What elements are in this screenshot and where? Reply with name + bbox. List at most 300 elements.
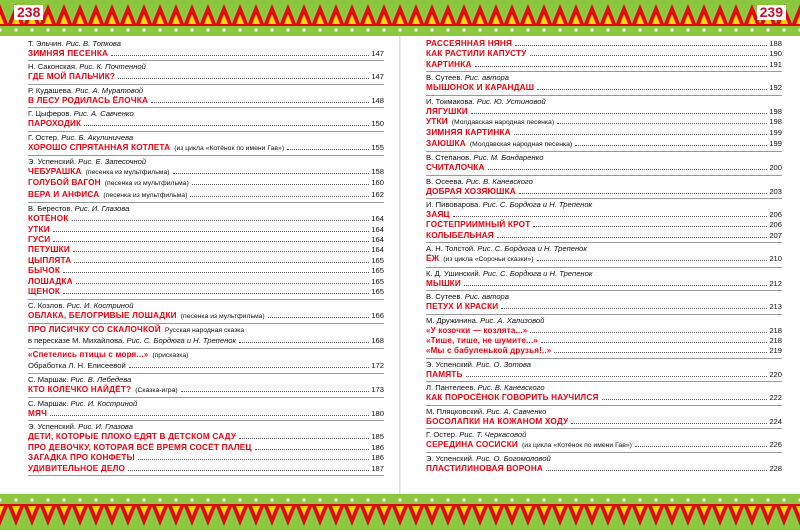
- dot-leader: [73, 251, 369, 252]
- dot-leader: [74, 262, 369, 263]
- dot-leader: [488, 169, 768, 170]
- author-name: Н. Саконская.: [28, 62, 78, 72]
- toc-section: [426, 429, 782, 453]
- illustrator-credit: Рис. О. Богомоловой: [476, 454, 551, 464]
- toc-entry[interactable]: [426, 440, 782, 451]
- toc-entry[interactable]: [28, 119, 384, 129]
- entry-page: 148: [371, 95, 384, 105]
- author-line: [28, 375, 384, 385]
- illustrator-credit: Рис. Ю. Устиновой: [476, 96, 546, 106]
- entry-title: ЗАГАДКА ПРО КОНФЕТЫ: [28, 453, 135, 463]
- toc-entry[interactable]: [28, 443, 384, 453]
- author-line: [28, 399, 384, 409]
- author-name: М. Дружинина.: [426, 315, 478, 325]
- toc-entry[interactable]: [28, 409, 384, 419]
- toc-entry[interactable]: [426, 210, 782, 220]
- entry-page: 218: [769, 335, 782, 345]
- toc-section: [28, 349, 384, 374]
- illustrator-credit: Рис. В. Каневского: [477, 383, 545, 393]
- author-line: [426, 407, 782, 417]
- toc-section: [28, 132, 384, 156]
- dot-leader: [50, 415, 369, 416]
- entry-page: 222: [769, 393, 782, 403]
- toc-entry[interactable]: [426, 60, 782, 70]
- entry-note: (из цикла «Сорочьи сказки»): [443, 256, 534, 264]
- entry-title: УТКИ: [426, 117, 448, 127]
- toc-entry[interactable]: [426, 302, 782, 312]
- toc-section: [28, 61, 384, 84]
- toc-entry[interactable]: [28, 190, 384, 201]
- entry-title: КТО КОЛЕЧКО НАЙДЁТ?: [28, 384, 132, 394]
- toc-entry[interactable]: [426, 107, 782, 117]
- toc-section: [426, 176, 782, 199]
- entry-title: ОБЛАКА, БЕЛОГРИВЫЕ ЛОШАДКИ: [28, 310, 177, 320]
- author-name: Г. Остер.: [28, 132, 60, 142]
- toc-entry[interactable]: [28, 277, 384, 287]
- illustrator-credit: Рис. С. Бордюга и Н. Трепенок: [477, 244, 587, 254]
- entry-title: ВЕРА И АНФИСА: [28, 189, 100, 199]
- illustrator-credit: Рис. В. Лебедева: [70, 374, 132, 384]
- entry-page: 162: [371, 189, 384, 199]
- toc-section: [28, 156, 384, 203]
- author-name: С. Маршак.: [28, 374, 69, 384]
- entry-title: ЁЖ: [426, 254, 440, 264]
- toc-entry[interactable]: [28, 143, 384, 154]
- illustrator-credit: Рис. И. Костриной: [70, 398, 138, 408]
- author-name: К. Д. Ушинский.: [426, 268, 481, 278]
- dot-leader: [53, 241, 369, 242]
- illustrator-credit: Рис. М. Бондаренко: [473, 153, 544, 163]
- entry-title: УДИВИТЕЛЬНОЕ ДЕЛО: [28, 463, 126, 473]
- illustrator-credit: Рис. С. Бордюга и Н. Трепенок: [482, 268, 593, 278]
- dot-leader: [464, 285, 767, 286]
- toc-entry[interactable]: [426, 117, 782, 128]
- dot-leader: [118, 78, 369, 79]
- illustrator-credit: Рис. С. Бордюга и Н. Трепенок: [126, 336, 237, 346]
- author-line: [426, 360, 782, 370]
- dot-leader: [530, 55, 768, 56]
- entry-page: 164: [371, 224, 384, 234]
- dot-leader: [138, 459, 370, 460]
- entry-page: 190: [769, 49, 782, 59]
- author-line: [426, 244, 782, 254]
- entry-page: 224: [769, 416, 782, 426]
- toc-section: [426, 406, 782, 429]
- dot-leader: [471, 113, 767, 114]
- illustrator-credit: Рис. И. Глазова: [78, 422, 133, 432]
- entry-title: ПЛАСТИЛИНОВАЯ ВОРОНА: [426, 464, 544, 474]
- entry-title: УТКИ: [28, 224, 50, 234]
- dot-leader: [557, 123, 767, 124]
- author-line: [426, 73, 782, 83]
- dot-leader: [255, 449, 370, 450]
- entry-title: ЛЯГУШКИ: [426, 106, 468, 116]
- toc-entry[interactable]: [28, 235, 384, 245]
- entry-note: (из цикла «Котёнок по имени Гав»): [174, 144, 285, 152]
- author-line: [426, 153, 782, 163]
- toc-section: [28, 85, 384, 108]
- dot-leader: [173, 173, 370, 174]
- dot-leader: [72, 220, 370, 221]
- entry-page: 192: [769, 83, 782, 93]
- entry-note: (присказка): [152, 351, 189, 359]
- toc-entry[interactable]: [28, 96, 384, 106]
- entry-page: 188: [769, 39, 782, 48]
- author-line: [426, 430, 782, 440]
- entry-title: РАССЕЯННАЯ НЯНЯ: [426, 39, 513, 48]
- toc-entry[interactable]: [28, 49, 384, 59]
- right-page-number: 239: [757, 5, 786, 20]
- entry-page: 150: [371, 119, 384, 129]
- toc-entry[interactable]: [426, 39, 782, 49]
- toc-entry[interactable]: [426, 49, 782, 59]
- entry-page: 165: [371, 255, 384, 265]
- author-name: В. Сутеев.: [426, 73, 463, 83]
- entry-title: СЕРЕДИНА СОСИСКИ: [426, 439, 518, 449]
- entry-title: ГДЕ МОЙ ПАЛЬЧИК?: [28, 72, 116, 82]
- entry-title: МЫШОНОК И КАРАНДАШ: [426, 83, 535, 93]
- toc-entry[interactable]: [28, 385, 384, 396]
- author-name: Э. Успенский.: [28, 422, 77, 432]
- entry-title: ЗИМНЯЯ КАРТИНКА: [426, 128, 511, 138]
- author-line: [28, 422, 384, 432]
- dot-leader: [575, 145, 767, 146]
- toc-entry[interactable]: [28, 325, 384, 336]
- author-line: [426, 269, 782, 279]
- entry-page: 164: [371, 245, 384, 255]
- entry-title: ХОРОШО СПРЯТАННАЯ КОТЛЕТА: [28, 142, 171, 152]
- dot-leader: [111, 55, 369, 56]
- dot-leader: [541, 342, 767, 343]
- toc-entry[interactable]: [28, 287, 384, 297]
- toc-entry[interactable]: [426, 163, 782, 173]
- entry-page: 206: [769, 220, 782, 230]
- toc-section: [28, 108, 384, 131]
- dot-leader: [239, 438, 369, 439]
- entry-note: (песенка из мультфильма): [104, 180, 189, 188]
- ornament-pattern: [0, 494, 800, 530]
- dot-leader: [546, 470, 767, 471]
- toc-section: [426, 72, 782, 95]
- entry-page: 226: [769, 439, 782, 449]
- entry-title: ГУСИ: [28, 235, 51, 245]
- entry-page: 220: [769, 369, 782, 379]
- author-name: В. Сутеев.: [426, 292, 463, 302]
- left-page-number: 238: [14, 5, 43, 20]
- author-name: Р. Кудашева.: [28, 85, 74, 95]
- entry-title: ПАМЯТЬ: [426, 369, 463, 379]
- entry-title: МЯЧ: [28, 408, 48, 418]
- author-name: С. Маршак.: [28, 398, 69, 408]
- entry-title: ПЕТУШКИ: [28, 245, 70, 255]
- dot-leader: [151, 102, 369, 103]
- author-name: Г. Остер.: [426, 429, 458, 439]
- author-name: Э. Успенский.: [426, 359, 475, 369]
- toc-section: [426, 38, 782, 72]
- entry-page: 166: [371, 310, 384, 320]
- toc-entry[interactable]: [28, 178, 384, 189]
- author-line: [28, 109, 384, 119]
- toc-entry[interactable]: [426, 220, 782, 230]
- toc-entry[interactable]: [426, 231, 782, 241]
- illustrator-credit: Рис. Т. Черкасовой: [459, 429, 527, 439]
- entry-page: 147: [371, 72, 384, 82]
- entry-page: 165: [371, 276, 384, 286]
- toc-entry[interactable]: [426, 370, 782, 380]
- entry-page: 199: [769, 138, 782, 148]
- entry-page: 191: [769, 59, 782, 69]
- dot-leader: [53, 231, 370, 232]
- dot-leader: [514, 134, 768, 135]
- illustrator-credit: Рис. В. Каневского: [465, 176, 533, 186]
- entry-title: «Тише, тише, не шумите...»: [426, 335, 538, 345]
- author-name: В. Берестов.: [28, 204, 73, 214]
- dot-leader: [76, 283, 370, 284]
- entry-note: (Сказка-игра): [135, 386, 178, 394]
- entry-note: (Молдавская народная песенка): [469, 140, 573, 148]
- dot-leader: [63, 293, 369, 294]
- toc-entry[interactable]: [28, 214, 384, 224]
- author-name: В. Степанов.: [426, 153, 472, 163]
- entry-title: СЧИТАЛОЧКА: [426, 163, 485, 173]
- toc-entry-continuation: [28, 361, 384, 371]
- author-line: [28, 157, 384, 167]
- toc-entry[interactable]: [426, 254, 782, 265]
- entry-title: ДЕТИ, КОТОРЫЕ ПЛОХО ЕДЯТ В ДЕТСКОМ САДУ: [28, 432, 237, 442]
- entry-title: КАРТИНКА: [426, 59, 472, 69]
- illustrator-credit: Рис. О. Зотова: [476, 359, 531, 369]
- toc-section: [28, 421, 384, 476]
- entry-page: 218: [769, 325, 782, 335]
- toc-entry[interactable]: [28, 350, 384, 361]
- entry-title: «Спетелись птицы с моря...»: [28, 349, 149, 359]
- entry-title: ПАРОХОДИК: [28, 119, 82, 129]
- toc-section: [426, 199, 782, 243]
- left-contents-column: [28, 38, 384, 476]
- toc-entry[interactable]: [426, 336, 782, 346]
- entry-page: 164: [371, 235, 384, 245]
- illustrator-credit: Рис. К. Почтенной: [79, 62, 146, 72]
- entry-title: ПРО ЛИСИЧКУ СО СКАЛОЧКОЙ: [28, 324, 161, 334]
- toc-entry[interactable]: [28, 453, 384, 463]
- toc-section: [426, 359, 782, 382]
- toc-entry[interactable]: [28, 311, 384, 322]
- illustrator-credit: Рис. автора: [464, 292, 510, 302]
- dot-leader: [554, 352, 767, 353]
- toc-section: [426, 382, 782, 405]
- entry-title: ЛОШАДКА: [28, 276, 73, 286]
- entry-page: 168: [371, 336, 384, 346]
- dot-leader: [466, 376, 768, 377]
- entry-page: 228: [769, 464, 782, 474]
- author-name: Т. Эльчин.: [28, 39, 64, 48]
- toc-section: [28, 38, 384, 61]
- author-line: [28, 133, 384, 143]
- author-name: В. Осеева.: [426, 176, 464, 186]
- dot-leader: [519, 193, 767, 194]
- ornament-pattern: [0, 0, 800, 36]
- entry-title: «Мы с бабуленькой друзья!..»: [426, 346, 552, 356]
- illustrator-credit: Рис. А. Савченко: [486, 406, 547, 416]
- entry-title: ГОЛУБОЙ ВАГОН: [28, 178, 101, 188]
- author-name: Э. Успенский.: [426, 454, 475, 464]
- toc-section: [426, 96, 782, 153]
- dot-leader: [287, 149, 369, 150]
- entry-page: 199: [769, 128, 782, 138]
- entry-title: БЫЧОК: [28, 266, 61, 276]
- illustrator-credit: Рис. В. Топкова: [65, 39, 121, 48]
- entry-page: 200: [769, 163, 782, 173]
- entry-page: 206: [769, 210, 782, 220]
- entry-page: 185: [371, 432, 384, 442]
- illustrator-credit: Рис. Б. Акулиничева: [61, 132, 134, 142]
- toc-entry[interactable]: [426, 464, 782, 474]
- entry-page: 173: [371, 384, 384, 394]
- toc-entry[interactable]: [426, 128, 782, 138]
- toc-section: [28, 398, 384, 421]
- author-line: [28, 39, 384, 49]
- entry-title: КАК ПОРОСЁНОК ГОВОРИТЬ НАУЧИЛСЯ: [426, 393, 599, 403]
- entry-title: ЩЕНОК: [28, 287, 61, 297]
- toc-entry[interactable]: [426, 346, 782, 356]
- illustrator-credit: Рис. И. Глазова: [74, 204, 130, 214]
- toc-entry[interactable]: [426, 417, 782, 427]
- entry-title: КОТЁНОК: [28, 214, 69, 224]
- dot-leader: [128, 470, 369, 471]
- illustrator-credit: Рис. А. Муратовой: [75, 85, 144, 95]
- entry-title: ПРО ДЕВОЧКУ, КОТОРАЯ ВСЁ ВРЕМЯ СОСЁТ ПАЛЕЦ: [28, 442, 252, 452]
- entry-title: ДОБРАЯ ХОЗЯЮШКА: [426, 186, 516, 196]
- right-contents-column: [426, 38, 782, 476]
- author-name: Г. Цыферов.: [28, 109, 72, 119]
- dot-leader: [533, 226, 767, 227]
- entry-page: 198: [769, 106, 782, 116]
- author-name: Л. Пантелеев.: [426, 383, 476, 393]
- toc-section: [28, 324, 384, 349]
- toc-section: [426, 291, 782, 314]
- dot-leader: [268, 317, 370, 318]
- entry-note: Русская народная сказка: [164, 326, 245, 334]
- author-line: [426, 97, 782, 107]
- toc-section: [28, 374, 384, 398]
- entry-note: (песенка из мультфильма): [180, 312, 265, 320]
- entry-page: 147: [371, 49, 384, 58]
- toc-entry[interactable]: [426, 139, 782, 150]
- illustrator-credit: Рис. А. Савченко: [73, 109, 134, 119]
- entry-title: ЗИМНЯЯ ПЕСЕНКА: [28, 49, 109, 58]
- entry-title: ЗАЮШКА: [426, 138, 466, 148]
- entry-title: «У козочки — козлята...»: [426, 325, 528, 335]
- entry-note: (Молдавская народная песенка): [451, 119, 555, 127]
- entry-page: 165: [371, 287, 384, 297]
- author-line: [426, 200, 782, 210]
- author-name: С. Козлов.: [28, 300, 65, 310]
- dot-leader: [63, 272, 369, 273]
- author-line: [426, 177, 782, 187]
- toc-entry-continuation: [28, 336, 384, 346]
- dot-leader: [475, 66, 768, 67]
- author-name: И. Пивоварова.: [426, 200, 481, 210]
- entry-title: В ЛЕСУ РОДИЛАСЬ ЁЛОЧКА: [28, 95, 149, 105]
- toc-entry[interactable]: [28, 464, 384, 474]
- entry-title: ГОСТЕПРИИМНЫЙ КРОТ: [426, 220, 531, 230]
- entry-page: 164: [371, 214, 384, 224]
- entry-page: 212: [769, 278, 782, 288]
- dot-leader: [239, 342, 369, 343]
- entry-title: ЧЕБУРАШКА: [28, 167, 82, 177]
- dot-leader: [530, 332, 767, 333]
- entry-page: 158: [371, 167, 384, 177]
- toc-section: [426, 315, 782, 359]
- toc-entry[interactable]: [28, 266, 384, 276]
- entry-page: 186: [371, 442, 384, 452]
- entry-title: БОСОЛАПКИ НА КОЖАНОМ ХОДУ: [426, 416, 569, 426]
- entry-page: 187: [371, 463, 384, 473]
- author-line: [28, 86, 384, 96]
- entry-title: ЗАЯЦ: [426, 210, 450, 220]
- toc-section: [426, 152, 782, 175]
- illustrator-credit: Рис. С. Бордюга и Н. Трепенок: [482, 200, 593, 210]
- entry-title: МЫШКИ: [426, 278, 461, 288]
- author-name: Обработка Л. Н. Елисеевой: [28, 361, 126, 371]
- toc-entry[interactable]: [426, 326, 782, 336]
- author-name: И. Токмакова.: [426, 96, 475, 106]
- illustrator-credit: Рис. Е. Запесочной: [78, 157, 147, 167]
- author-line: [28, 204, 384, 214]
- author-line: [426, 383, 782, 393]
- toc-entry[interactable]: [426, 393, 782, 403]
- illustrator-credit: Рис. И. Костриной: [66, 300, 134, 310]
- dot-leader: [537, 89, 767, 90]
- entry-page: 203: [769, 186, 782, 196]
- entry-title: ЦЫПЛЯТА: [28, 255, 72, 265]
- toc-entry[interactable]: [28, 225, 384, 235]
- author-name: Э. Успенский.: [28, 157, 77, 167]
- entry-note: (песенка из мультфильма): [103, 191, 188, 199]
- bottom-ornament-band: [0, 494, 800, 530]
- entry-page: 160: [371, 178, 384, 188]
- dot-leader: [181, 391, 370, 392]
- entry-note: (песенка из мультфильма): [85, 169, 170, 177]
- dot-leader: [515, 45, 767, 46]
- toc-entry[interactable]: [28, 72, 384, 82]
- toc-entry[interactable]: [28, 245, 384, 255]
- toc-entry[interactable]: [426, 187, 782, 197]
- dot-leader: [501, 308, 767, 309]
- author-name: М. Пляцковский.: [426, 406, 485, 416]
- dot-leader: [192, 184, 370, 185]
- author-name: в пересказе М. Михайлова.: [28, 336, 125, 346]
- author-line: [28, 301, 384, 311]
- entry-page: 207: [769, 230, 782, 240]
- author-line: [426, 292, 782, 302]
- author-name: А. Н. Толстой.: [426, 244, 476, 254]
- entry-page: 165: [371, 266, 384, 276]
- toc-entry[interactable]: [426, 279, 782, 289]
- illustrator-credit: Рис. А. Хализовой: [480, 315, 545, 325]
- toc-entry[interactable]: [28, 256, 384, 266]
- entry-title: КАК РАСТИЛИ КАПУСТУ: [426, 49, 527, 59]
- author-line: [426, 454, 782, 464]
- toc-entry[interactable]: [28, 167, 384, 178]
- dot-leader: [497, 237, 768, 238]
- toc-entry[interactable]: [426, 83, 782, 93]
- toc-entry[interactable]: [28, 432, 384, 442]
- dot-leader: [571, 423, 767, 424]
- dot-leader: [129, 367, 370, 368]
- entry-title: ПЕТУХ И КРАСКИ: [426, 302, 499, 312]
- entry-note: (из цикла «Котёнок по имени Гав»): [521, 441, 632, 449]
